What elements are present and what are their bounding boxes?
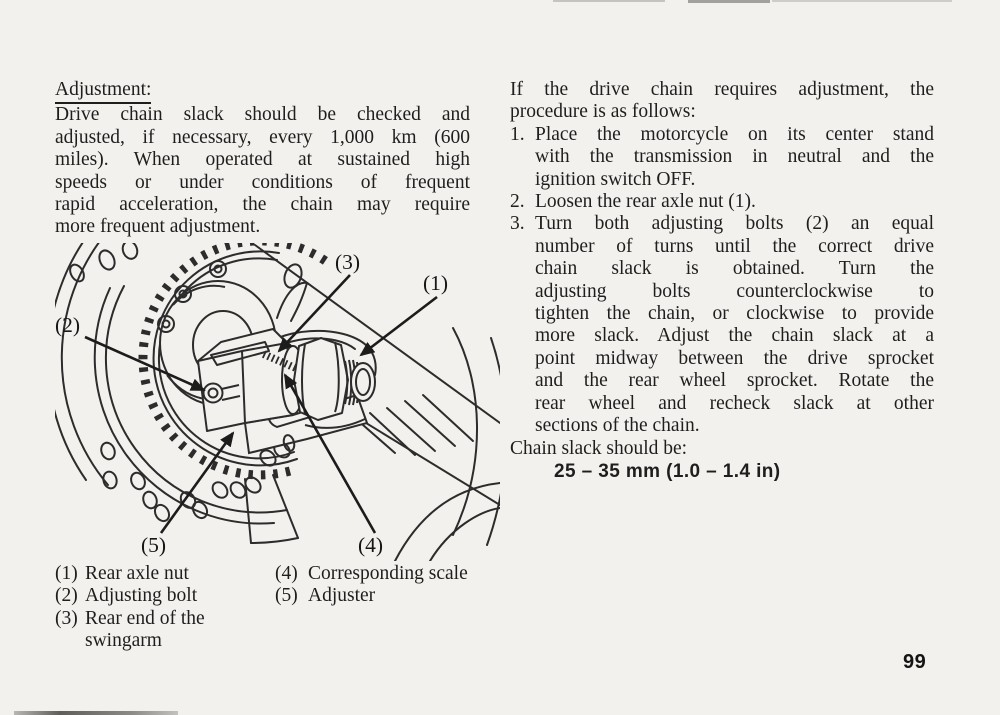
step-number: 3.	[510, 213, 525, 235]
step-line: Turn both adjusting bolts (2) an equal	[535, 213, 934, 235]
procedure-step-3	[510, 213, 934, 437]
scan-artifact-bottom	[14, 711, 178, 715]
heading-adjustment: Adjustment:	[55, 79, 151, 104]
legend-text: Adjusting bolt	[85, 585, 198, 607]
step-line: with the transmission in neutral and the	[535, 146, 934, 168]
scan-artifact-top	[688, 0, 770, 3]
body-line: adjusted, if necessary, every 1,000 km (600	[55, 126, 470, 148]
scan-artifact-top	[553, 0, 665, 2]
chain-slack-label: Chain slack should be:	[510, 437, 688, 459]
legend-num: (3)	[55, 607, 78, 629]
legend-item-3	[55, 608, 275, 653]
step-line: sections of the chain.	[535, 415, 700, 437]
callout-label-4: (4)	[358, 533, 384, 557]
left-column	[55, 79, 470, 239]
chain-slack-value: 25 – 35 mm (1.0 – 1.4 in)	[554, 460, 781, 482]
callout-label-3: (3)	[335, 250, 361, 274]
legend-column-right	[275, 563, 498, 653]
body-line: Drive chain slack should be checked and	[55, 104, 470, 126]
page-number: 99	[903, 651, 927, 673]
legend-num: (5)	[275, 585, 298, 607]
legend-num: (2)	[55, 585, 78, 607]
body-line: speeds or under conditions of frequent	[55, 171, 470, 193]
legend-item-4	[275, 563, 498, 585]
scan-artifact-top	[772, 0, 952, 2]
body-line: rapid acceleration, the chain may require	[55, 194, 470, 216]
step-line: number of turns until the correct drive	[535, 235, 934, 257]
step-line: more slack. Adjust the chain slack at a	[535, 325, 934, 347]
legend-item-2	[55, 585, 275, 607]
step-line: and the rear wheel sprocket. Rotate the	[535, 370, 934, 392]
rear-axle-figure	[55, 243, 500, 561]
step-line: chain slack is obtained. Turn the	[535, 258, 934, 280]
step-line: Place the motorcycle on its center stand	[535, 123, 934, 145]
legend-num: (1)	[55, 563, 78, 584]
legend-text: Adjuster	[308, 585, 376, 607]
step-number: 1.	[510, 123, 525, 145]
legend-num: (4)	[275, 563, 298, 584]
callout-label-1: (1)	[423, 271, 449, 295]
callout-label-5: (5)	[141, 533, 167, 557]
legend-column-left	[55, 563, 275, 653]
step-line: Loosen the rear axle nut (1).	[535, 191, 756, 213]
legend-item-5	[275, 585, 498, 607]
step-number: 2.	[510, 191, 525, 213]
intro-line: procedure is as follows:	[510, 101, 696, 123]
step-line: rear wheel and recheck slack at other	[535, 392, 934, 414]
legend-item-1	[55, 563, 275, 585]
step-text	[535, 191, 934, 213]
legend-text: Rear axle nut	[85, 563, 189, 584]
intro-line: If the drive chain requires adjustment, the	[510, 79, 934, 100]
step-line: adjusting bolts counterclockwise to	[535, 280, 934, 302]
body-line: more frequent adjustment.	[55, 216, 261, 238]
procedure-step-1	[510, 124, 934, 191]
right-column	[510, 79, 934, 483]
step-line: ignition switch OFF.	[535, 168, 696, 190]
legend-text: Corresponding scale	[308, 563, 468, 584]
body-line: miles). When operated at sustained high	[55, 149, 470, 171]
procedure-step-2	[510, 191, 934, 213]
step-text	[535, 124, 934, 191]
callout-label-2: (2)	[55, 313, 81, 337]
step-line: tighten the chain, or clockwise to provide	[535, 303, 934, 325]
legend-text: Rear end of the swingarm	[85, 607, 205, 652]
section-heading	[55, 79, 470, 104]
figure-legend	[55, 563, 498, 653]
step-text	[535, 213, 934, 437]
step-line: point midway between the drive sprocket	[535, 347, 934, 369]
